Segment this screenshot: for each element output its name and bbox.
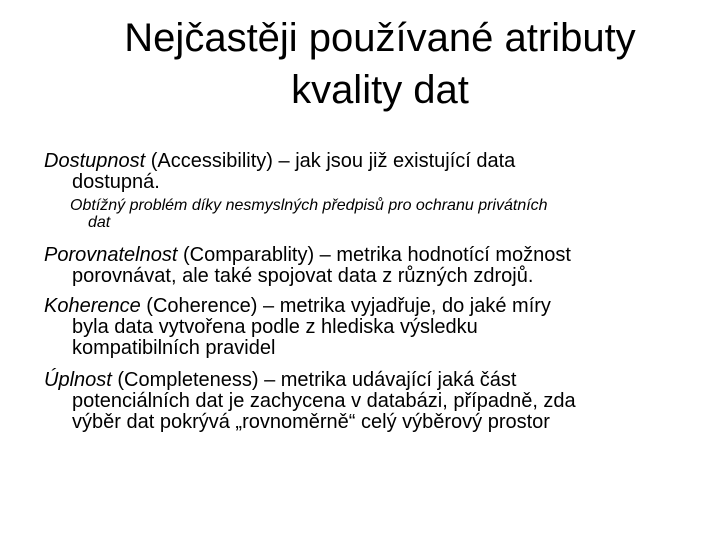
bullet-uplnost [44,370,694,433]
bullet-uplnost-text: (Completeness) – metrika udávající jaká část [111,369,517,391]
slide-title [20,12,720,116]
bullet-uplnost-line-3: výběr dat pokrývá „rovnoměrně“ celý výběrový prostor [72,411,550,433]
bullet-uplnost-line-2: potenciálních dat je zachycena v databázi, případně, zda [72,390,576,412]
bullet-dostupnost [44,151,694,193]
term-dostupnost: Dostupnost [44,150,146,172]
sub-bullet-line-2: dat [88,214,111,231]
title-line-1: Nejčastěji používané atributy [124,16,636,60]
sub-bullet-line-1: Obtížný problém díky nesmyslných předpisů pro ochranu privátních [70,197,548,214]
bullet-dostupnost-text: (Accessibility) – jak jsou již existující data [145,150,516,172]
title-line-2: kvality dat [291,68,469,112]
term-uplnost: Úplnost [44,369,112,391]
bullet-porovnatelnost [44,245,694,287]
bullet-porovnatelnost-text: (Comparablity) – metrika hodnotící možnost [177,244,571,266]
term-koherence: Koherence [44,295,141,317]
sub-bullet-dostupnost [70,197,690,231]
bullet-koherence-line-3: kompatibilních pravidel [72,337,276,359]
bullet-koherence-line-2: byla data vytvořena podle z hlediska výsledku [72,316,478,338]
bullet-dostupnost-line-2: dostupná. [72,171,160,193]
bullet-porovnatelnost-line-2: porovnávat, ale také spojovat data z různých zdrojů. [72,265,534,287]
term-porovnatelnost: Porovnatelnost [44,244,178,266]
bullet-koherence-text: (Coherence) – metrika vyjadřuje, do jaké míry [140,295,551,317]
bullet-koherence [44,296,694,359]
